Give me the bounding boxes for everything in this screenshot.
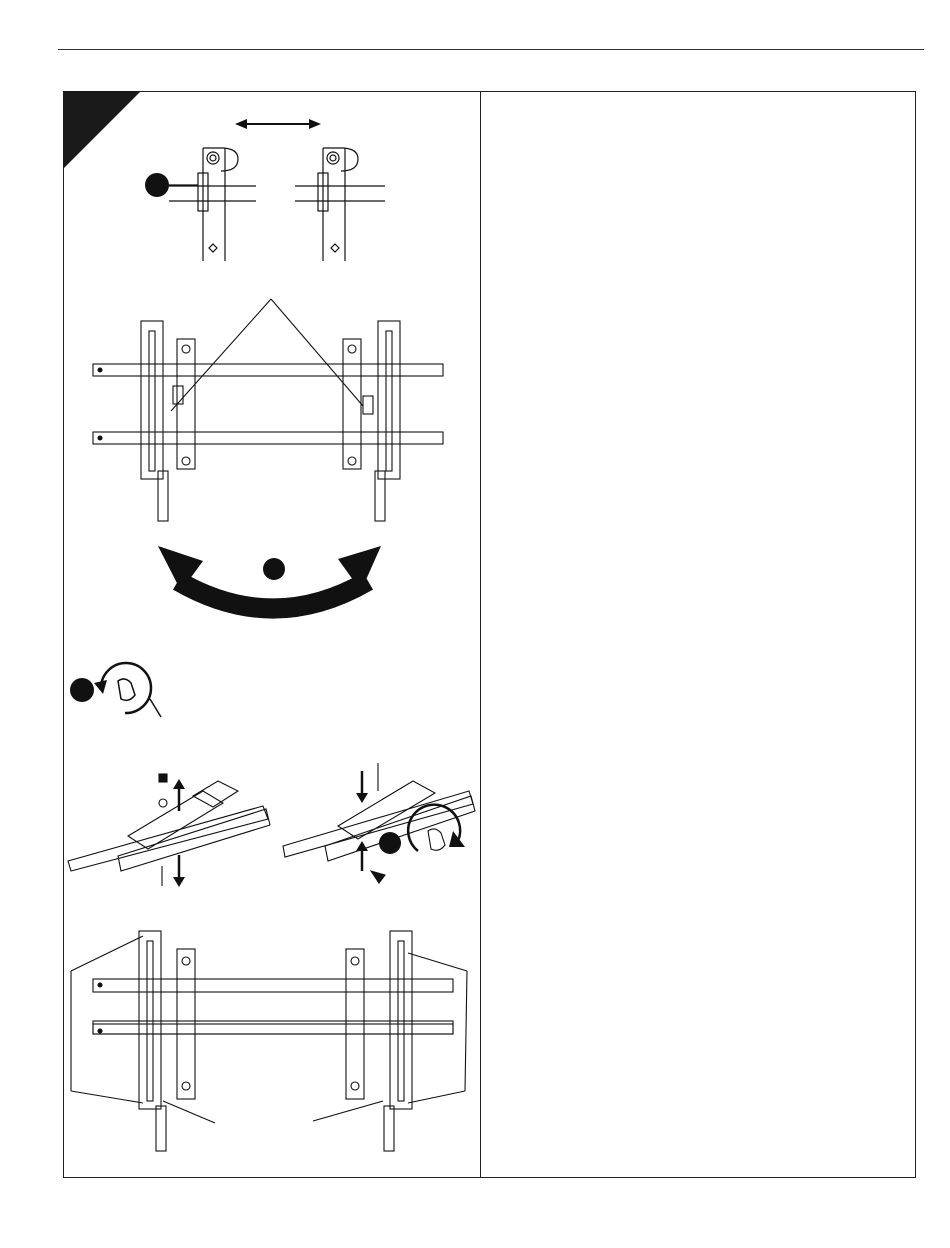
loosen-rotate-icon: [70, 663, 161, 717]
mount-assembly-figure-1: [93, 299, 443, 521]
callout-dot-a: [145, 173, 169, 197]
callout-dot-c: [379, 832, 401, 854]
instruction-text-panel: [481, 92, 915, 1177]
double-arrow-icon: [235, 119, 321, 129]
mount-assembly-figure-2: [71, 931, 467, 1151]
callout-dot-b: [263, 558, 285, 580]
header-rule: [58, 49, 924, 50]
tilt-knob-detail-left: [68, 774, 270, 887]
tilt-arrow-icon: [158, 546, 381, 609]
illustration-panel: [63, 91, 480, 1178]
tilt-knob-detail-right: [283, 763, 475, 883]
bracket-spacing-figure: [145, 119, 385, 261]
